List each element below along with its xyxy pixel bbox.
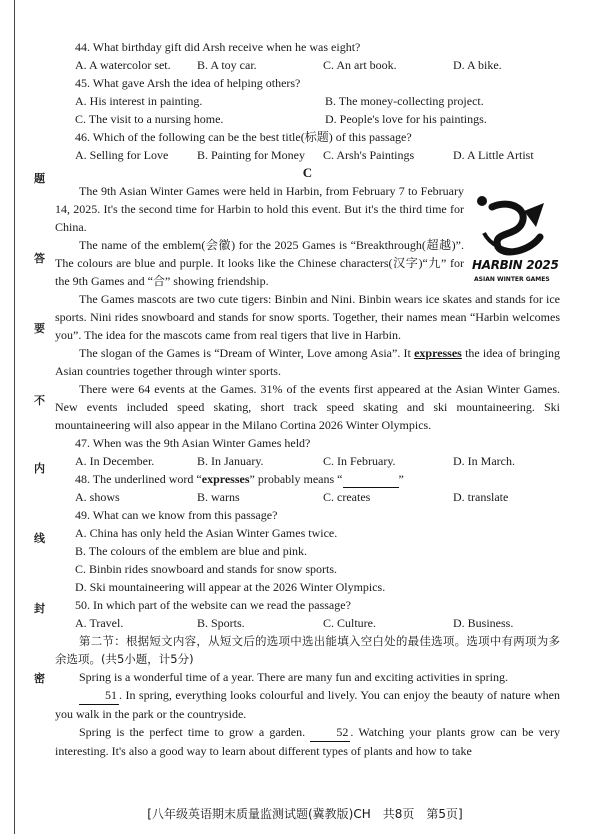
- margin-char-7: 封: [34, 603, 45, 615]
- section-2-paragraph-3: [55, 723, 560, 760]
- emblem-subtitle: ASIAN WINTER GAMES: [474, 276, 550, 283]
- option-d: D. A Little Artist: [453, 148, 534, 162]
- q48-text-1: 48. The underlined word “: [75, 472, 202, 486]
- question-49-stem: 49. What can we know from this passage?: [75, 508, 278, 522]
- option-c: C. The visit to a nursing home.: [75, 112, 224, 126]
- question-48-stem: [55, 470, 560, 488]
- question-45-options: [55, 92, 560, 128]
- q48-keyword: expresses: [201, 472, 250, 486]
- option-d: D. In March.: [453, 454, 515, 468]
- option-a: A. A watercolor set.: [75, 58, 171, 72]
- passage-c-paragraph-3: The Games mascots are two cute tigers: Binbin and Nini. Binbin wears ice skates and stands for ice sports. Nini rides snowboard and stands for snow sports. Together, their names mean “Harbin welcomes you”. The idea for the mascots came from real tigers that live in Harbin.: [55, 292, 560, 342]
- p4-before: The slogan of the Games is “Dream of Winter, Love among Asia”. It: [79, 346, 415, 360]
- question-47-stem: 47. When was the 9th Asian Winter Games held?: [75, 436, 311, 450]
- margin-char-6: 线: [34, 533, 45, 545]
- binding-line: [14, 0, 15, 834]
- p2-text: . In spring, everything looks colourful and lively. You can enjoy the beauty of nature when you walk in the park or the countryside.: [55, 688, 560, 721]
- question-47-options: [55, 452, 560, 470]
- option-b: B. warns: [197, 490, 240, 504]
- margin-char-1: 题: [34, 173, 45, 185]
- section-2-instruction: 第二节：根据短文内容，从短文后的选项中选出能填入空白处的最佳选项。选项中有两项为多余选项。(共5小题，计5分): [55, 634, 560, 666]
- question-50-options: [55, 614, 560, 632]
- question-44-stem: 44. What birthday gift did Arsh receive when he was eight?: [75, 40, 361, 54]
- question-46-options: [55, 146, 560, 164]
- passage-c-paragraph-4: [55, 344, 560, 380]
- p3-after: . Watching your plants grow can be very interesting. It's also a good way to learn about different types of plants and how to take: [55, 725, 561, 758]
- option-a: A. China has only held the Asian Winter Games twice.: [75, 526, 338, 540]
- emblem-title: HARBIN 2025: [472, 258, 559, 272]
- section-c-heading: C: [302, 165, 313, 180]
- question-48-options: [55, 488, 560, 506]
- option-b: B. A toy car.: [197, 58, 257, 72]
- option-b: B. In January.: [197, 454, 264, 468]
- margin-char-5: 内: [34, 463, 45, 475]
- option-b: B. The colours of the emblem are blue and pink.: [75, 544, 308, 558]
- option-b: B. The money-collecting project.: [325, 94, 484, 108]
- option-d: D. Business.: [453, 616, 514, 630]
- blank-51: 51: [79, 686, 119, 705]
- option-c: C. Arsh's Paintings: [323, 148, 415, 162]
- option-a: A. shows: [75, 490, 120, 504]
- margin-char-3: 要: [34, 323, 45, 335]
- section-2-paragraph-2: [55, 686, 560, 723]
- option-b: B. Sports.: [197, 616, 245, 630]
- option-c: C. In February.: [323, 454, 396, 468]
- option-a: A. In December.: [75, 454, 155, 468]
- underlined-word: expresses: [414, 346, 462, 360]
- page-footer: [八年级英语期末质量监测试题(冀教版)CH 共8页 第5页]: [147, 807, 463, 821]
- question-44-options: [55, 56, 560, 74]
- option-a: A. His interest in painting.: [75, 94, 203, 108]
- option-b: B. Painting for Money: [197, 148, 305, 162]
- option-c: C. creates: [323, 490, 371, 504]
- question-46-stem: 46. Which of the following can be the best title(标题) of this passage?: [75, 130, 412, 144]
- margin-char-4: 不: [34, 395, 45, 407]
- option-a: A. Travel.: [75, 616, 124, 630]
- question-45-stem: 45. What gave Arsh the idea of helping others?: [75, 76, 301, 90]
- answer-blank: [343, 475, 399, 488]
- q48-text-2: ” probably means “: [249, 472, 343, 486]
- option-c: C. Culture.: [323, 616, 376, 630]
- option-d: D. A bike.: [453, 58, 502, 72]
- option-d: D. Ski mountaineering will appear at the 2026 Winter Olympics.: [75, 580, 386, 594]
- option-d: D. translate: [453, 490, 509, 504]
- option-d: D. People's love for his paintings.: [325, 112, 487, 126]
- passage-c-paragraph-2: The name of the emblem(会徽) for the 2025 Games is “Breakthrough(超越)”. The colours are blue and purple. It looks like the Chinese characters(汉字)“九” for the 9th Games and “合” showing friendship.: [55, 238, 464, 288]
- option-c: C. An art book.: [323, 58, 397, 72]
- exam-page-content: [55, 38, 560, 760]
- margin-char-8: 密: [34, 673, 45, 685]
- section-2-paragraph-1: Spring is a wonderful time of a year. There are many fun and exciting activities in spring.: [79, 670, 508, 684]
- option-a: A. Selling for Love: [75, 148, 169, 162]
- margin-char-2: 答: [34, 253, 45, 265]
- q48-text-3: ”: [398, 472, 404, 486]
- emblem-graphic-icon: [470, 193, 560, 257]
- p4-after: the idea of bringing Asian countries together through winter sports.: [55, 346, 560, 378]
- passage-c-paragraph-5: There were 64 events at the Games. 31% of the events first appeared at the Asian Winter Games. New events included speed skating, short track speed skating and ski mountaineering. Ski mountaineering will also appear in the Milano Cortina 2026 Winter Olympics.: [55, 382, 560, 432]
- blank-52: 52: [310, 723, 350, 742]
- p3-before: Spring is the perfect time to grow a garden.: [79, 725, 306, 739]
- harbin-2025-emblem: [470, 193, 560, 289]
- question-50-stem: 50. In which part of the website can we read the passage?: [75, 598, 351, 612]
- passage-c-paragraph-1: The 9th Asian Winter Games were held in Harbin, from February 7 to February 14, 2025. It's the second time for Harbin to hold this event. But it's the third time for China.: [55, 184, 464, 234]
- option-c: C. Binbin rides snowboard and stands for snow sports.: [75, 562, 337, 576]
